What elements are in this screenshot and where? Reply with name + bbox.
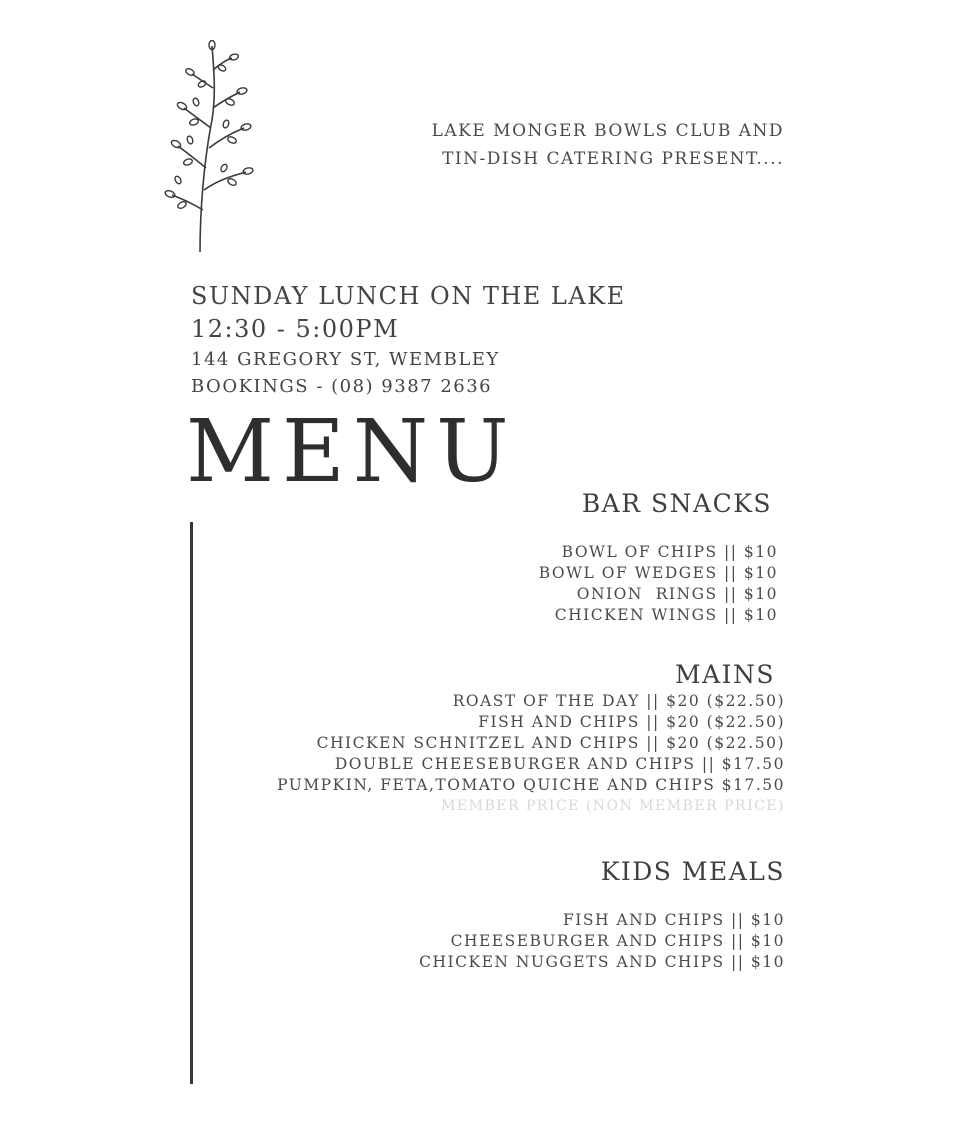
presenter-line-1: LAKE MONGER BOWLS CLUB AND: [431, 121, 784, 141]
menu-item-text: BOWL OF CHIPS || $10: [561, 543, 778, 561]
menu-item: [185, 691, 785, 712]
event-details: [191, 280, 626, 400]
menu-item-text: PUMPKIN, FETA,TOMATO QUICHE AND CHIPS $17.50: [277, 776, 785, 794]
event-address: 144 GREGORY ST, WEMBLEY: [191, 349, 500, 370]
menu-item-text: CHICKEN SCHNITZEL AND CHIPS || $20 ($22.50): [316, 734, 785, 752]
event-bookings: BOOKINGS - (08) 9387 2636: [191, 376, 493, 397]
menu-item-text: CHICKEN NUGGETS AND CHIPS || $10: [419, 953, 785, 971]
menu-item-text: DOUBLE CHEESEBURGER AND CHIPS || $17.50: [334, 755, 785, 773]
menu-item-text: CHICKEN WINGS || $10: [554, 606, 778, 624]
menu-item: [185, 712, 785, 733]
menu-heading: MENU: [186, 402, 517, 502]
menu-item: [185, 754, 785, 775]
menu-item: [185, 910, 785, 931]
menu-item-text: FISH AND CHIPS || $20 ($22.50): [478, 713, 785, 731]
menu-item: [178, 605, 778, 626]
member-price-note: MEMBER PRICE (NON MEMBER PRICE): [441, 798, 785, 814]
presenter-text: [300, 117, 784, 173]
menu-item: [178, 563, 778, 584]
mains-heading: MAINS: [674, 660, 775, 689]
kids-meals-section: [185, 856, 785, 973]
menu-item: [185, 931, 785, 952]
event-title: SUNDAY LUNCH ON THE LAKE: [191, 282, 626, 310]
menu-item: [178, 584, 778, 605]
menu-item: [185, 952, 785, 973]
menu-item-text: CHEESEBURGER AND CHIPS || $10: [450, 932, 785, 950]
olive-sprig-icon: [160, 40, 260, 255]
presenter-line-2: TIN-DISH CATERING PRESENT....: [442, 149, 784, 169]
bar-snacks-heading: BAR SNACKS: [581, 489, 772, 518]
menu-item: [185, 775, 785, 796]
mains-section: [185, 659, 785, 816]
kids-meals-heading: KIDS MEALS: [600, 857, 785, 886]
event-time: 12:30 - 5:00PM: [191, 315, 400, 343]
bar-snacks-section: [178, 488, 778, 626]
menu-item: [178, 542, 778, 563]
menu-item-text: FISH AND CHIPS || $10: [563, 911, 785, 929]
menu-item-text: BOWL OF WEDGES || $10: [538, 564, 778, 582]
menu-item-text: ROAST OF THE DAY || $20 ($22.50): [452, 692, 785, 710]
menu-item-text: ONION RINGS || $10: [576, 585, 778, 603]
menu-item: [185, 733, 785, 754]
